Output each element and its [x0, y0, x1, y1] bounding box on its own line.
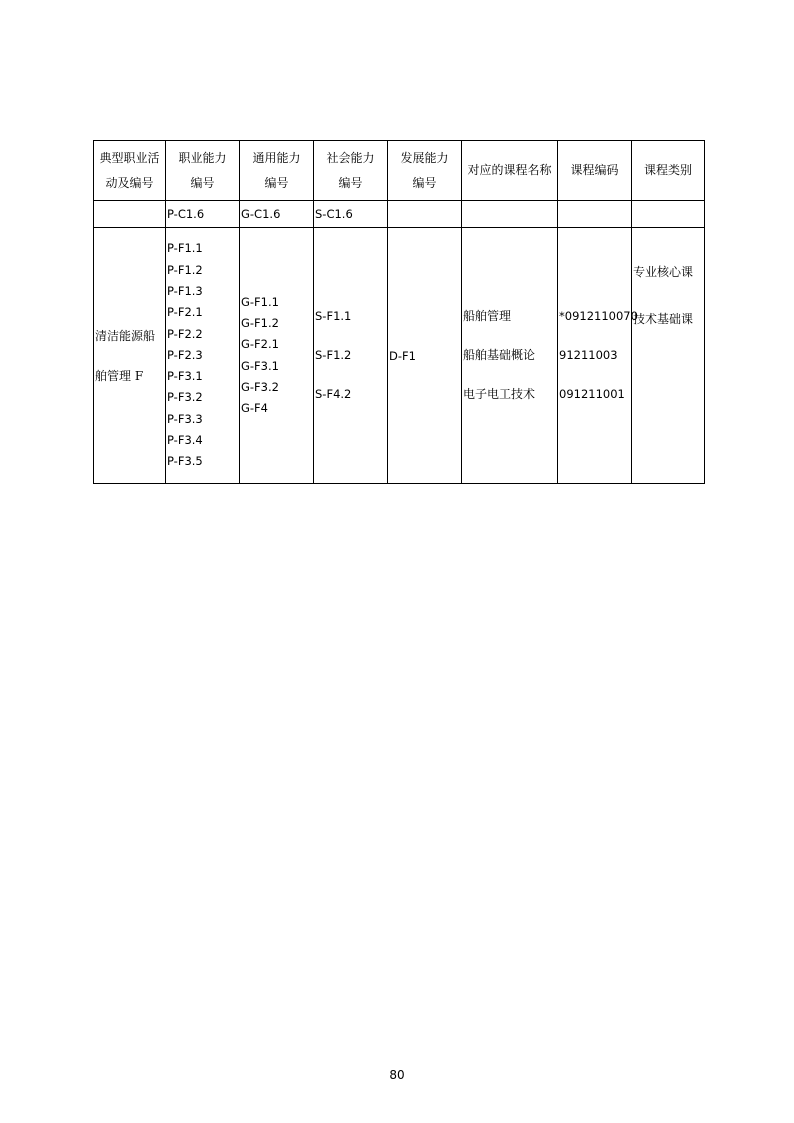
- table-row: [94, 201, 705, 228]
- cell-professional-list: [166, 228, 240, 484]
- list-item: P-F3.2: [167, 390, 203, 405]
- header-course-name: [462, 141, 558, 201]
- list-item: P-F3.5: [167, 454, 203, 469]
- cell-empty: [94, 201, 166, 228]
- cell-activity: [94, 228, 166, 484]
- competency-course-table: [93, 140, 705, 484]
- header-course-category-text: 课程类别: [643, 163, 692, 177]
- header-professional-line1: 职业能力: [178, 150, 227, 165]
- activity-line: 清洁能源船: [95, 328, 156, 343]
- cell-empty: [388, 201, 462, 228]
- list-item: G-F2.1: [241, 337, 279, 352]
- cell-general: G-C1.6: [240, 201, 314, 228]
- header-general-line1: 通用能力: [252, 150, 301, 165]
- header-development: [388, 141, 462, 201]
- list-item: P-F1.3: [167, 283, 203, 298]
- list-item: P-F3.1: [167, 369, 203, 384]
- header-course-name-text: 对应的课程名称: [467, 163, 552, 177]
- cell-course-codes: [558, 228, 638, 484]
- header-course-code-text: 课程编码: [570, 163, 619, 177]
- list-item: 电子电工技术: [463, 387, 536, 401]
- list-item: P-F2.1: [167, 305, 203, 320]
- list-item: 技术基础课: [633, 312, 694, 326]
- cell-social-list: [314, 228, 388, 484]
- header-social: [314, 141, 388, 201]
- list-item: 091211001: [559, 387, 625, 401]
- header-development-line2: 编号: [412, 175, 437, 190]
- header-course-code: [558, 141, 632, 201]
- list-item: S-F4.2: [315, 387, 352, 401]
- list-item: P-F2.3: [167, 347, 203, 362]
- list-item: P-F2.2: [167, 326, 203, 341]
- list-item: P-F3.3: [167, 411, 203, 426]
- header-general: [240, 141, 314, 201]
- cell-general-list: [240, 228, 314, 484]
- header-activity-line2: 动及编号: [105, 175, 154, 190]
- list-item: 91211003: [559, 348, 618, 362]
- list-item: G-F3.1: [241, 358, 279, 373]
- header-professional-line2: 编号: [190, 175, 215, 190]
- list-item: P-F3.4: [167, 433, 203, 448]
- list-item: G-F3.2: [241, 379, 279, 394]
- header-general-line2: 编号: [264, 175, 289, 190]
- cell-social: S-C1.6: [314, 201, 388, 228]
- header-social-line2: 编号: [338, 175, 363, 190]
- cell-empty: [558, 201, 632, 228]
- header-development-line1: 发展能力: [400, 150, 449, 165]
- list-item: P-F1.2: [167, 262, 203, 277]
- list-item: G-F1.2: [241, 316, 279, 331]
- list-item: *0912110070: [559, 309, 638, 323]
- cell-course-categories: [632, 228, 705, 484]
- table-row: [94, 228, 705, 484]
- list-item: S-F1.1: [315, 309, 352, 323]
- header-activity: [94, 141, 166, 201]
- cell-empty: [462, 201, 558, 228]
- cell-empty: [632, 201, 705, 228]
- header-course-category: [632, 141, 705, 201]
- header-social-line1: 社会能力: [326, 150, 375, 165]
- cell-professional: P-C1.6: [166, 201, 240, 228]
- activity-line: 舶管理 F: [95, 368, 144, 383]
- list-item: 船舶管理: [463, 309, 512, 323]
- list-item: P-F1.1: [167, 241, 203, 256]
- cell-development: D-F1: [388, 228, 462, 484]
- header-professional: [166, 141, 240, 201]
- header-activity-line1: 典型职业活: [99, 150, 160, 165]
- list-item: G-F4: [241, 400, 268, 415]
- list-item: 专业核心课: [633, 265, 694, 279]
- page-number: 80: [389, 1068, 405, 1082]
- list-item: 船舶基础概论: [463, 348, 536, 362]
- list-item: G-F1.1: [241, 294, 279, 309]
- list-item: S-F1.2: [315, 348, 352, 362]
- header-row: [94, 141, 705, 201]
- cell-course-names: [462, 228, 558, 484]
